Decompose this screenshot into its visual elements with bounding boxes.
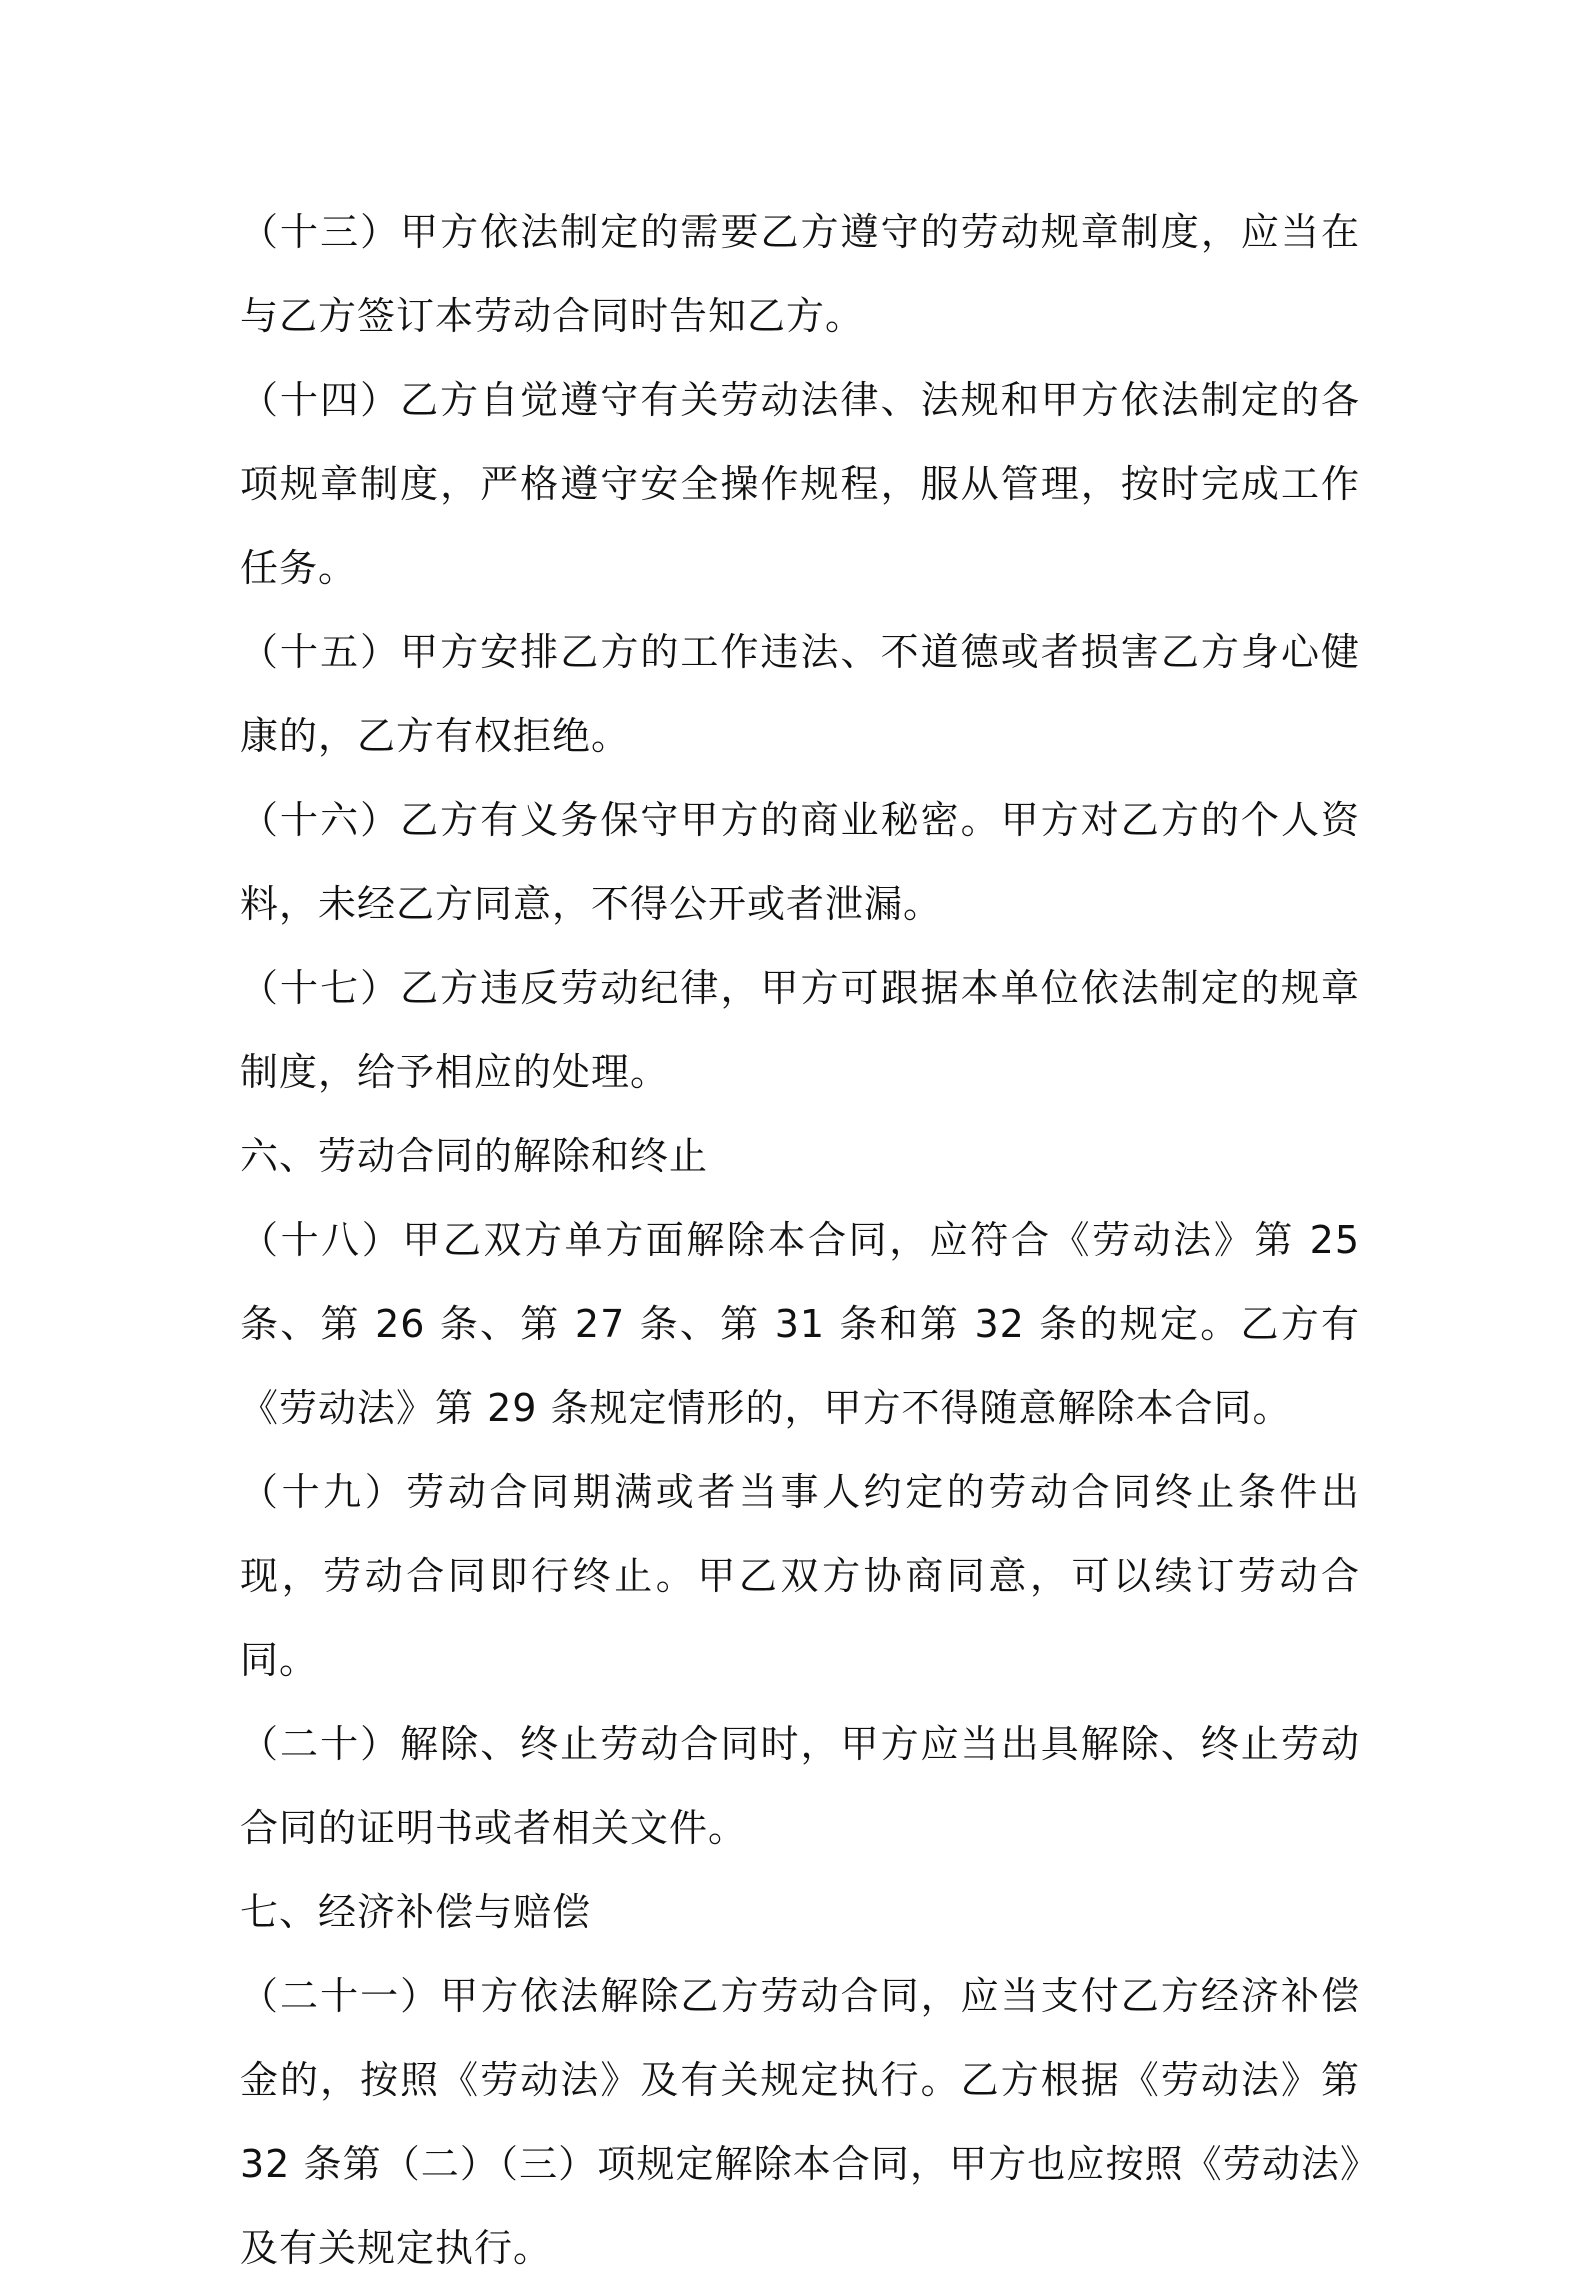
clause-20: （二十）解除、终止劳动合同时，甲方应当出具解除、终止劳动合同的证明书或者相关文件。	[240, 1722, 1360, 1850]
clause-17: （十七）乙方违反劳动纪律，甲方可跟据本单位依法制定的规章制度，给予相应的处理。	[240, 966, 1360, 1094]
clause-13: （十三）甲方依法制定的需要乙方遵守的劳动规章制度，应当在与乙方签订本劳动合同时告知乙方。	[240, 210, 1360, 338]
clause-19: （十九）劳动合同期满或者当事人约定的劳动合同终止条件出现，劳动合同即行终止。甲乙双方协商同意，可以续订劳动合同。	[240, 1470, 1360, 1682]
clause-14: （十四）乙方自觉遵守有关劳动法律、法规和甲方依法制定的各项规章制度，严格遵守安全操作规程，服从管理，按时完成工作任务。	[240, 378, 1360, 590]
clause-15: （十五）甲方安排乙方的工作违法、不道德或者损害乙方身心健康的，乙方有权拒绝。	[240, 630, 1360, 758]
clause-18: （十八）甲乙双方单方面解除本合同，应符合《劳动法》第 25 条、第 26 条、第 27 条、第 31 条和第 32 条的规定。乙方有《劳动法》第 29 条规定情形的，甲方不得随意解除本合同。	[240, 1218, 1360, 1430]
section-heading-6: 六、劳动合同的解除和终止	[240, 1134, 709, 1178]
document-body	[240, 190, 1360, 2290]
clause-21: （二十一）甲方依法解除乙方劳动合同，应当支付乙方经济补偿金的，按照《劳动法》及有关规定执行。乙方根据《劳动法》第 32 条第（二）（三）项规定解除本合同，甲方也应按照《劳动法》及有关规定执行。	[240, 1974, 1360, 2270]
clause-16: （十六）乙方有义务保守甲方的商业秘密。甲方对乙方的个人资料，未经乙方同意，不得公开或者泄漏。	[240, 798, 1360, 926]
section-heading-7: 七、经济补偿与赔偿	[240, 1890, 592, 1934]
